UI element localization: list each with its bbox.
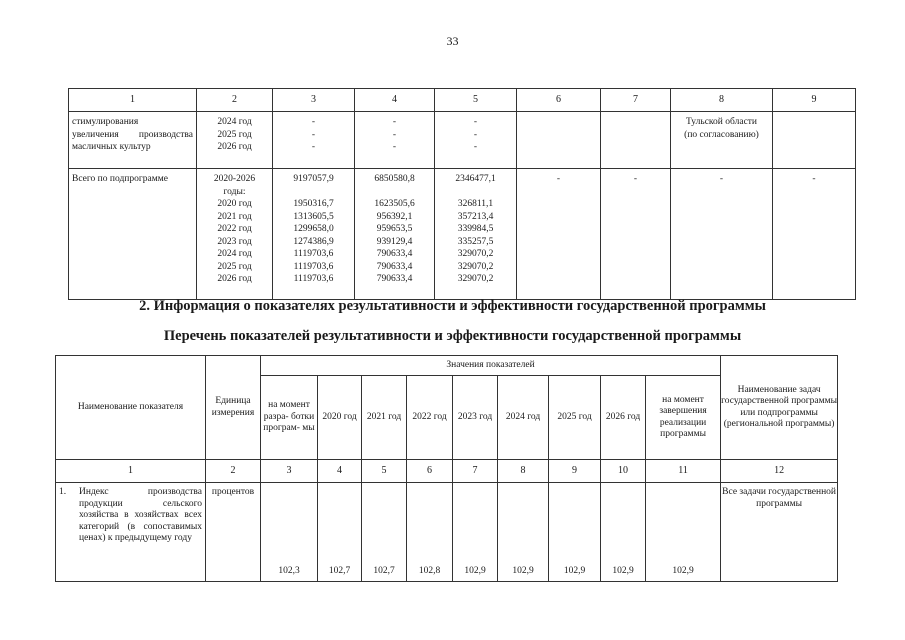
value-cell: 9197057,9 1950316,7 1313605,5 1299658,0 1274386,9 1119703,6 1119703,6 1119703,6 xyxy=(273,169,355,300)
empty-cell xyxy=(517,112,601,169)
table-row xyxy=(69,169,856,300)
subprogram-funding-table xyxy=(68,88,856,300)
value-cell: - xyxy=(671,169,773,300)
header-year: 2021 год xyxy=(362,376,407,460)
value-cell: - - - xyxy=(273,112,355,169)
header-start: на момент разра- ботки програм- мы xyxy=(261,376,318,460)
section-heading: 2. Информация о показателях результативности и эффективности государственной программы xyxy=(139,298,766,314)
header-end: на момент завершения реализации программы xyxy=(646,376,721,460)
value-cell: 102,8 xyxy=(407,483,453,582)
column-number: 6 xyxy=(517,89,601,112)
empty-cell xyxy=(601,112,671,169)
column-number: 10 xyxy=(601,460,646,483)
years-cell: 2020-2026 годы: 2020 год 2021 год 2022 год 2023 год 2024 год 2025 год 2026 год xyxy=(197,169,273,300)
column-number: 6 xyxy=(407,460,453,483)
column-number: 3 xyxy=(261,460,318,483)
page-number: 33 xyxy=(446,34,459,48)
value-cell: 102,9 xyxy=(646,483,721,582)
value-cell: 102,3 xyxy=(261,483,318,582)
table-heading: Перечень показателей результативности и эффективности государственной программы xyxy=(163,328,742,344)
indicator-name: Индекс производства продукции сельского хозяйства в хозяйствах всех категорий (в сопоставимых ценах) к предыдущему году xyxy=(79,487,202,543)
column-number: 3 xyxy=(273,89,355,112)
header-year: 2022 год xyxy=(407,376,453,460)
executor-cell: Тульской области (по согласованию) xyxy=(671,112,773,169)
value-cell: 102,7 xyxy=(318,483,362,582)
table-header-row xyxy=(69,89,856,112)
row-name-cell: Всего по подпрограмме xyxy=(69,169,197,300)
value-cell: - xyxy=(601,169,671,300)
column-number: 5 xyxy=(362,460,407,483)
value-cell: 102,9 xyxy=(549,483,601,582)
unit-cell: процентов xyxy=(206,483,261,582)
column-number: 1 xyxy=(56,460,206,483)
column-number: 2 xyxy=(197,89,273,112)
column-number: 4 xyxy=(355,89,435,112)
table-row xyxy=(56,483,838,582)
column-number: 11 xyxy=(646,460,721,483)
column-number: 1 xyxy=(69,89,197,112)
header-year: 2026 год xyxy=(601,376,646,460)
indicator-name-cell xyxy=(56,483,206,582)
column-number: 9 xyxy=(773,89,856,112)
column-number: 8 xyxy=(498,460,549,483)
column-number: 7 xyxy=(453,460,498,483)
value-cell: 102,9 xyxy=(498,483,549,582)
value-cell: 102,9 xyxy=(453,483,498,582)
table-row xyxy=(69,112,856,169)
column-number: 8 xyxy=(671,89,773,112)
value-cell: 102,7 xyxy=(362,483,407,582)
empty-cell xyxy=(773,112,856,169)
header-indicator-name: Наименование показателя xyxy=(56,356,206,460)
value-cell: - xyxy=(773,169,856,300)
years-cell: 2024 год 2025 год 2026 год xyxy=(197,112,273,169)
header-year: 2024 год xyxy=(498,376,549,460)
column-number: 5 xyxy=(435,89,517,112)
value-cell: 6850580,8 1623505,6 956392,1 959653,5 939129,4 790633,4 790633,4 790633,4 xyxy=(355,169,435,300)
table-header-row xyxy=(56,356,838,376)
row-number: 1. xyxy=(59,487,67,497)
column-number: 9 xyxy=(549,460,601,483)
row-name-cell: стимулирования увеличения производства масличных культур xyxy=(69,112,197,169)
task-cell: Все задачи государственной программы xyxy=(721,483,838,582)
header-year: 2025 год xyxy=(549,376,601,460)
value-cell: - - - xyxy=(355,112,435,169)
value-cell: 2346477,1 326811,1 357213,4 339984,5 335257,5 329070,2 329070,2 329070,2 xyxy=(435,169,517,300)
column-number: 2 xyxy=(206,460,261,483)
column-number: 7 xyxy=(601,89,671,112)
value-cell: 102,9 xyxy=(601,483,646,582)
header-tasks: Наименование задач государственной программы или подпрограммы (региональной программы) xyxy=(721,356,838,460)
value-cell: - xyxy=(517,169,601,300)
header-year: 2023 год xyxy=(453,376,498,460)
value-cell: - - - xyxy=(435,112,517,169)
column-number: 4 xyxy=(318,460,362,483)
header-values: Значения показателей xyxy=(261,356,721,376)
indicators-table xyxy=(55,355,838,582)
header-unit: Единица измерения xyxy=(206,356,261,460)
column-number: 12 xyxy=(721,460,838,483)
column-number-row xyxy=(56,460,838,483)
header-year: 2020 год xyxy=(318,376,362,460)
